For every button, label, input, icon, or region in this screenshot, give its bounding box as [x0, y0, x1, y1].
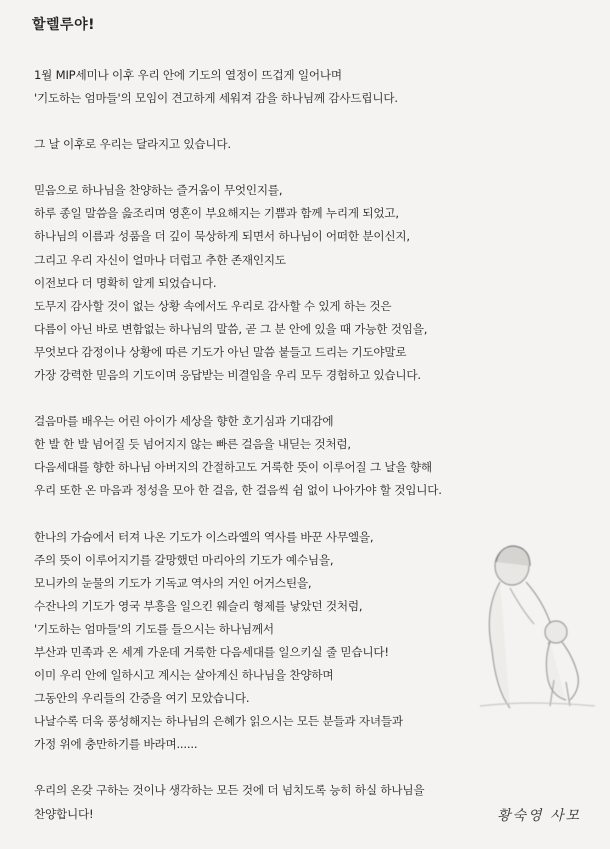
text-line: 하루 종일 말씀을 읊조리며 영혼이 부요해지는 기쁨과 함께 누리게 되었고, — [34, 206, 399, 221]
page-title: 할렐루야! — [32, 17, 95, 33]
text-line: 도무지 감사할 것이 없는 상황 속에서도 우리로 감사할 수 있게 하는 것은 — [34, 298, 392, 313]
text-line: 그 날 이후로 우리는 달라지고 있습니다. — [34, 137, 231, 152]
mother-child-illustration — [470, 540, 600, 710]
paragraph — [34, 410, 504, 502]
paragraph — [34, 64, 504, 110]
text-line: 이전보다 더 명확히 알게 되었습니다. — [34, 275, 217, 290]
letter-body — [34, 64, 504, 849]
text-line: 한나의 가슴에서 터져 나온 기도가 이스라엘의 역사를 바꾼 사무엘을, — [34, 529, 374, 544]
signature: 황숙영 사모 — [497, 808, 582, 824]
text-line: 그리고 우리 자신이 얼마나 더럽고 추한 존재인지도 — [34, 252, 286, 267]
text-line: 부산과 민족과 온 세계 가운데 거룩한 다음세대를 일으키실 줄 믿습니다! — [34, 644, 389, 659]
text-line: 우리의 온갖 구하는 것이나 생각하는 모든 것에 더 넘치도록 능히 하실 하나님을 — [34, 783, 425, 798]
text-line: 찬양합니다! — [34, 806, 94, 821]
text-line: '기도하는 엄마들'의 모임이 견고하게 세워져 감을 하나님께 감사드립니다. — [34, 91, 398, 106]
text-line: 다름이 아닌 바로 변함없는 하나님의 말씀, 곧 그 분 안에 있을 때 가능한 것임을, — [34, 321, 428, 336]
paragraph — [34, 779, 504, 825]
text-line: 다음세대를 향한 하나님 아버지의 간절하고도 거룩한 뜻이 이루어질 그 날을 향해 — [34, 460, 432, 475]
text-line: 1월 MIP세미나 이후 우리 안에 기도의 열정이 뜨겁게 일어나며 — [34, 68, 342, 82]
text-line: 무엇보다 감정이나 상황에 따른 기도가 아닌 말씀 붙들고 드리는 기도야말로 — [34, 344, 407, 359]
text-line: '기도하는 엄마들'의 기도를 들으시는 하나님께서 — [34, 621, 274, 636]
paragraph — [34, 133, 504, 156]
text-line: 주의 뜻이 이루어지기를 갈망했던 마리아의 기도가 예수님을, — [34, 552, 334, 567]
text-line: 걸음마를 배우는 어린 아이가 세상을 향한 호기심과 기대감에 — [34, 414, 334, 429]
text-line: 한 발 한 발 넘어질 듯 넘어지지 않는 빠른 걸음을 내딛는 것처럼, — [34, 437, 351, 452]
text-line: 우리 또한 온 마음과 정성을 모아 한 걸음, 한 걸음씩 쉼 없이 나아가야 할 것입니다. — [34, 483, 442, 498]
text-line: 이미 우리 안에 일하시고 계시는 살아계신 하나님을 찬양하며 — [34, 668, 334, 683]
paragraph — [34, 179, 504, 387]
text-line: 수잔나의 기도가 영국 부흥을 일으킨 웨슬리 형제를 낳았던 것처럼, — [34, 598, 363, 613]
text-line: 하나님의 이름과 성품을 더 깊이 묵상하게 되면서 하나님이 어떠한 분이신지, — [34, 229, 410, 244]
text-line: 그동안의 우리들의 간증을 여기 모았습니다. — [34, 691, 250, 706]
text-line: 모니카의 눈물의 기도가 기독교 역사의 거인 어거스틴을, — [34, 575, 312, 590]
text-line: 믿음으로 하나님을 찬양하는 즐거움이 무엇인지를, — [34, 183, 283, 198]
paragraph — [34, 526, 504, 757]
text-line: 가장 강력한 믿음의 기도이며 응답받는 비결임을 우리 모두 경험하고 있습니다. — [34, 368, 421, 383]
text-line: 가정 위에 충만하기를 바라며...... — [34, 737, 198, 752]
text-line: 나날수록 더욱 풍성해지는 하나님의 은혜가 읽으시는 모든 분들과 자녀들과 — [34, 714, 403, 729]
